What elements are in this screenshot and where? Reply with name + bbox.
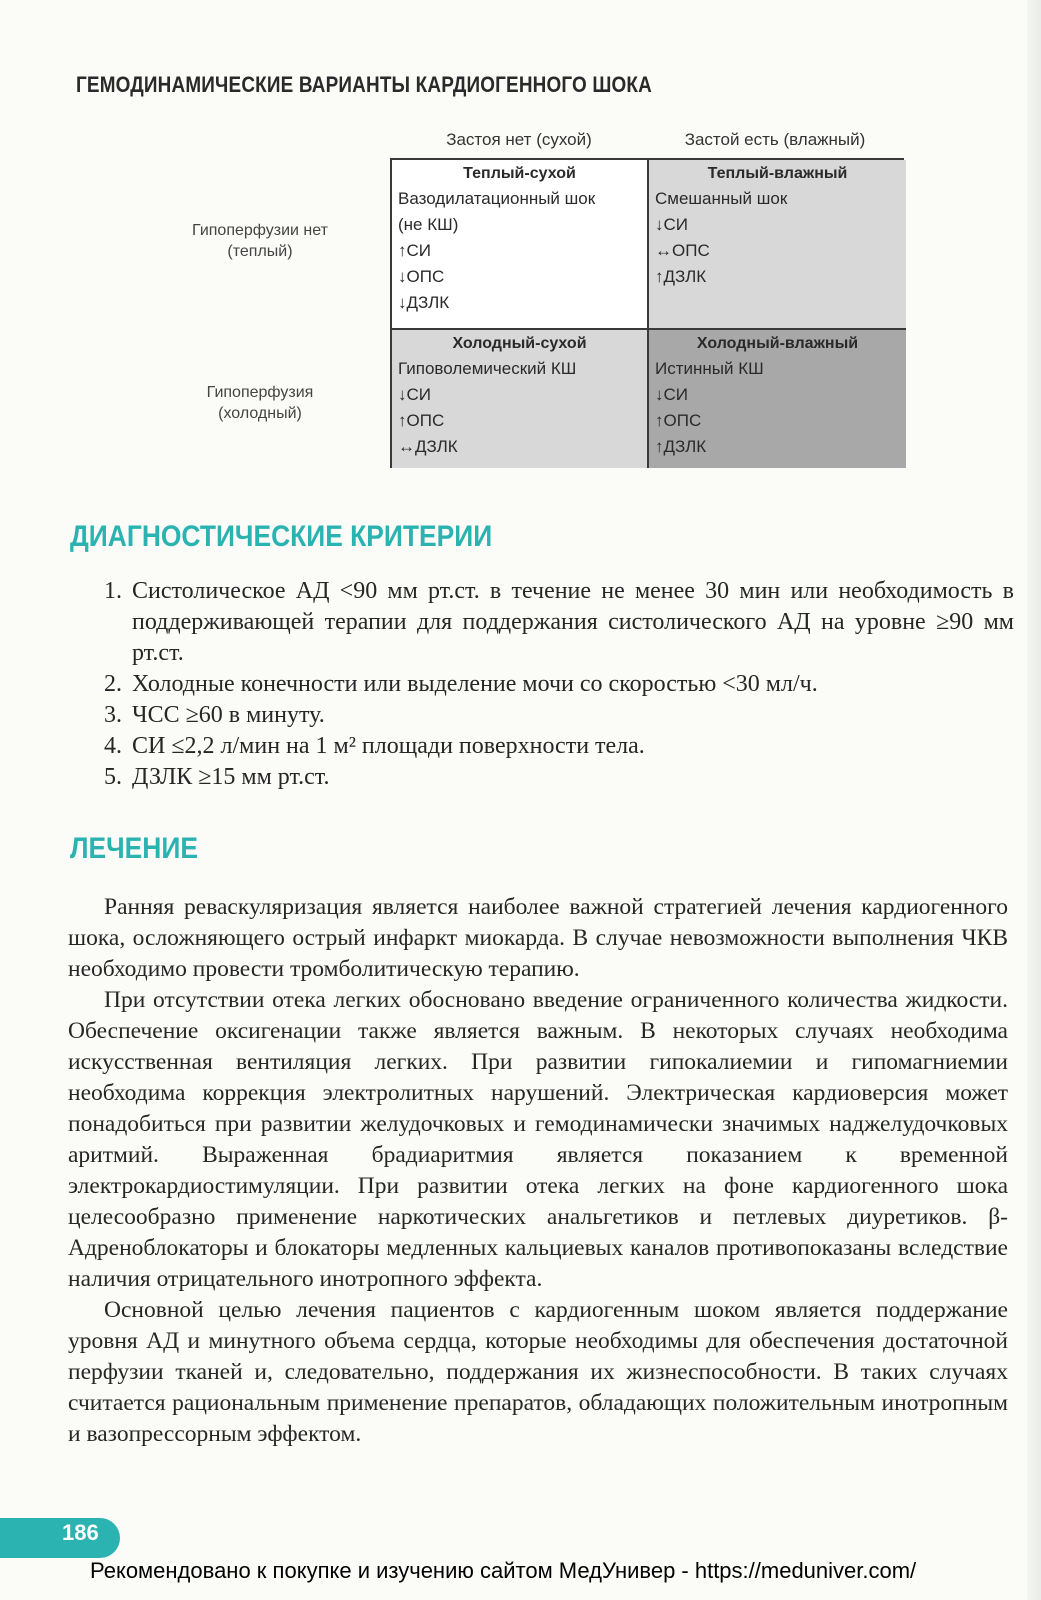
list-item — [104, 762, 1014, 793]
item-number: 4. — [104, 733, 122, 759]
list-item — [104, 669, 1014, 700]
row-header-warm-line1: Гипоперфузии нет — [192, 222, 328, 239]
cell-line: Гиповолемический КШ — [398, 359, 577, 378]
cell-line: ↑ОПС — [655, 411, 702, 430]
cell-line: (не КШ) — [398, 215, 459, 234]
item-number: 2. — [104, 671, 122, 697]
cell-line: ↓СИ — [398, 385, 431, 404]
cell-line: ↑ДЗЛК — [655, 437, 707, 456]
criteria-list — [104, 576, 1014, 793]
list-item — [104, 731, 1014, 762]
treatment-body — [68, 892, 1008, 1450]
footer-recommendation: Рекомендовано к покупке и изучению сайтом МедУнивер - https://meduniver.com/ — [90, 1558, 917, 1583]
item-text: СИ ≤2,2 л/мин на 1 м² площади поверхности тела. — [132, 733, 645, 759]
cell-warm-wet — [649, 160, 906, 330]
cell-line: ↑ОПС — [398, 411, 445, 430]
cell-title: Теплый-сухой — [463, 165, 576, 182]
item-number: 3. — [104, 702, 122, 728]
cell-line: ↓СИ — [655, 215, 688, 234]
cell-warm-dry — [392, 160, 649, 330]
cell-line: ↑ДЗЛК — [655, 267, 707, 286]
item-number: 5. — [104, 764, 122, 790]
row-header-warm — [160, 220, 360, 262]
cell-title: Холодный-сухой — [452, 335, 587, 352]
row-header-warm-line2: (теплый) — [227, 243, 293, 260]
paragraph: Ранняя реваскуляризация является наиболее важной стратегией лечения кардиогенного шока, осложняющего острый инфаркт миокарда. В случае невозможности выполнения ЧКВ необходимо провести тромболитическую терапию. — [68, 894, 1008, 982]
row-header-cold-line1: Гипоперфузия — [206, 384, 314, 401]
cell-line: ↓ОПС — [398, 267, 445, 286]
cell-line: ↔ДЗЛК — [398, 437, 458, 456]
list-item — [104, 700, 1014, 731]
item-text: Систолическое АД <90 мм рт.ст. в течение не менее 30 мин или необходимость в поддерживающей терапии для поддержания систолического АД на уровне ≥90 мм рт.ст. — [132, 578, 1014, 666]
column-header-wet: Застой есть (влажный) — [684, 130, 866, 149]
cell-line: ↓СИ — [655, 385, 688, 404]
hemodynamic-grid — [390, 158, 904, 468]
figure-title: ГЕМОДИНАМИЧЕСКИЕ ВАРИАНТЫ КАРДИОГЕННОГО ШОКА — [76, 72, 652, 97]
item-text: Холодные конечности или выделение мочи со скоростью <30 мл/ч. — [132, 671, 818, 697]
paragraph: Основной целью лечения пациентов с кардиогенным шоком является поддержание уровня АД и минутного объема сердца, которые необходимы для обеспечения достаточной перфузии тканей и, следовательно, поддержания их жизнеспособности. В таких случаях считается рациональным применение препаратов, обладающих положительным инотропным и вазопрессорным эффектом. — [68, 1297, 1008, 1447]
cell-line: ↔ОПС — [655, 241, 710, 260]
paragraph: При отсутствии отека легких обосновано введение ограниченного количества жидкости. Обеспечение оксигенации также является важным. В некоторых случаях необходима искусственная вентиляция легких. При развитии гипокалиемии и гипомагниемии необходима коррекция электролитных нарушений. Электрическая кардиоверсия может понадобиться при развитии желудочковых и гемодинамически значимых наджелудочковых аритмий. Выраженная брадиаритмия является показанием к временной электрокардиостимуляции. При развитии отека легких на фоне кардиогенного шока целесообразно применение наркотических анальгетиков и петлевых диуретиков. β-Адреноблокаторы и блокаторы медленных кальциевых каналов противопоказаны вследствие наличия отрицательного инотропного эффекта. — [68, 987, 1008, 1292]
cell-line: ↓ДЗЛК — [398, 293, 450, 312]
row-header-cold-line2: (холодный) — [218, 405, 302, 422]
page-number: 186 — [62, 1520, 99, 1545]
cell-title: Теплый-влажный — [707, 165, 848, 182]
item-text: ДЗЛК ≥15 мм рт.ст. — [132, 764, 330, 790]
page-edge — [1027, 0, 1041, 1600]
cell-line: Вазодилатационный шок — [398, 189, 596, 208]
item-number: 1. — [104, 578, 122, 604]
row-header-cold — [160, 382, 360, 424]
cell-cold-dry — [392, 330, 649, 468]
cell-line: Истинный КШ — [655, 359, 764, 378]
cell-title: Холодный-влажный — [696, 335, 859, 352]
diagnostics-heading: ДИАГНОСТИЧЕСКИЕ КРИТЕРИИ — [70, 520, 493, 553]
treatment-heading: ЛЕЧЕНИЕ — [70, 832, 198, 865]
cell-line: ↑СИ — [398, 241, 431, 260]
item-text: ЧСС ≥60 в минуту. — [132, 702, 325, 728]
column-header-dry: Застоя нет (сухой) — [446, 130, 592, 149]
cell-cold-wet — [649, 330, 906, 468]
page-number-tab — [0, 1518, 120, 1558]
list-item — [104, 576, 1014, 669]
cell-line: Смешанный шок — [655, 189, 788, 208]
